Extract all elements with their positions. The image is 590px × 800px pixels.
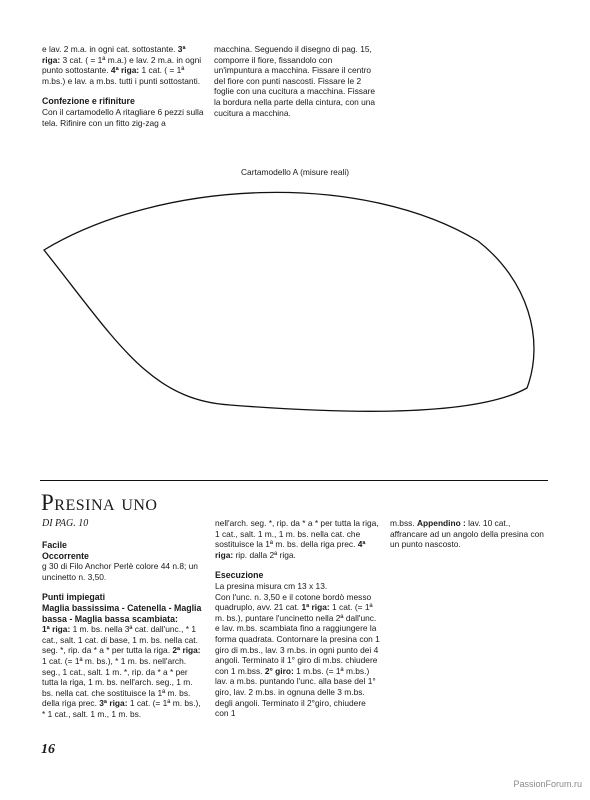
- materials-text: g 30 di Filo Anchor Perlè colore 44 n.8; un uncinetto n. 3,50.: [42, 561, 198, 582]
- materials-heading: Occorrente: [42, 550, 89, 561]
- row-label: 3ª riga:: [42, 44, 186, 65]
- stitches-list: Maglia bassissima - Catenella - Maglia bassa - Maglia bassa scambiata:: [42, 602, 202, 624]
- pattern-caption: Cartamodello A (misure reali): [241, 167, 349, 177]
- body-column-2: [215, 518, 381, 719]
- row-label: 1ª riga:: [301, 602, 330, 613]
- finishing-paragraph: Con il cartamodello A ritagliare 6 pezzi sulla tela. Rifinire con un fitto zig-zag a: [42, 106, 204, 128]
- section-title: Presina uno: [41, 490, 158, 515]
- difficulty-label: Facile: [42, 540, 67, 550]
- row-label: 1ª riga:: [42, 624, 71, 635]
- rows-continuation: [215, 518, 381, 560]
- text-run: 1 cat. (= 1ª m. bs.), * 1 m. bs. nell'arch. seg., 1 cat., salt. 1 m. *, rip. da * a * per tutta la riga, 1 m. bs. nell'arch. seg., 1 m. bs. nella cat. che sostituisce la 1ª m. bs. della riga prec.: [42, 655, 193, 709]
- text-run: 1 m. bs. nella 3ª cat. dall'unc., * 1 cat., salt. 1 cat. di base, 1 m. bs. nella cat. seg. *, rip. da * a * per tutta la riga.: [42, 624, 198, 656]
- text-run: nell'arch. seg. *, rip. da * a * per tutta la riga, 1 cat., salt. 1 m., 1 m. bs. nella cat. che sostituisce la 1ª m. bs. della riga prec.: [215, 518, 379, 550]
- text-run: 1 cat. (= 1ª m. bs.), * 1 cat., salt. 1 m., 1 m. bs.: [42, 698, 201, 719]
- row-label: 4ª riga:: [215, 539, 366, 560]
- body-column-3: [390, 518, 550, 550]
- row-label: 3ª riga:: [99, 698, 128, 709]
- row-label: 4ª riga:: [110, 65, 140, 76]
- section-heading: Confezione e rifiniture: [42, 96, 135, 107]
- row-label: 2ª riga:: [172, 645, 201, 656]
- text-run: 1 m.bs. (= 1ª m.bs.) lav. a m.bs. puntando l'unc. alla base del 1° giro, lav. 2 m.bs. in ognuna delle 3 m.bs. degli angoli. Terminato il 2°giro, chiudere con 1: [215, 665, 376, 719]
- text-run: 1 cat. (= 1ª m. bs.), puntare l'uncinetto nella 2ª dall'unc. e lav. m.bs. scambiata fino a raggiungere la forma quadrata. Contornare la presina con 1 giro di m.bs., lav. 3 m.bs. in ogni punto dei 4 angoli. Terminato il 1° giro di m.bs. chiudere con 1 m.bss.: [215, 602, 380, 676]
- hanger-paragraph: [390, 518, 550, 550]
- text-run: e lav. 2 m.a. in ogni cat. sottostante.: [42, 44, 176, 54]
- rows-paragraph: [42, 624, 206, 719]
- size-text: La presina misura cm 13 x 13.: [215, 580, 328, 591]
- text-run: Con l'unc. n. 3,50 e il cotone bordò messo quadruplo, avv. 21 cat.: [215, 591, 372, 613]
- page-number: 16: [41, 742, 55, 757]
- text-run: rip. dalla 2ª riga.: [235, 549, 296, 560]
- row-label: Appendino :: [417, 518, 466, 528]
- row-label: 2° giro:: [264, 665, 294, 676]
- section-divider: [40, 480, 548, 481]
- watermark: PassionForum.ru: [513, 779, 582, 789]
- text-run: 1 cat. ( = 1ª m.bs.) e lav. a m.bs. tutti i punti sottostanti.: [42, 65, 201, 86]
- text-run: m.bss.: [390, 518, 415, 528]
- text-run: 3 cat. ( = 1ª m.a.) e lav. 2 m.a. in ogni punto sottostante.: [42, 54, 202, 76]
- leaf-shape: [44, 192, 534, 411]
- text-run: lav. 10 cat., affrancare ad un angolo della presina con un punto nascosto.: [390, 518, 544, 550]
- execution-heading: Esecuzione: [215, 570, 264, 581]
- stitches-heading: Punti impiegati: [42, 592, 106, 603]
- assembly-paragraph: macchina. Seguendo il disegno di pag. 15, comporre il fiore, fissandolo con un'impuntura a macchina. Fissare il centro del fiore con punti nascosti. Fissare le 2 foglie con una cucitura a macchina. Fissare la bordura nella parte della cintura, con una cucitura a macchina.: [214, 44, 376, 118]
- body-column-1: [42, 540, 206, 720]
- section-subtitle: DI PAG. 10: [42, 518, 89, 529]
- execution-paragraph: [215, 592, 381, 719]
